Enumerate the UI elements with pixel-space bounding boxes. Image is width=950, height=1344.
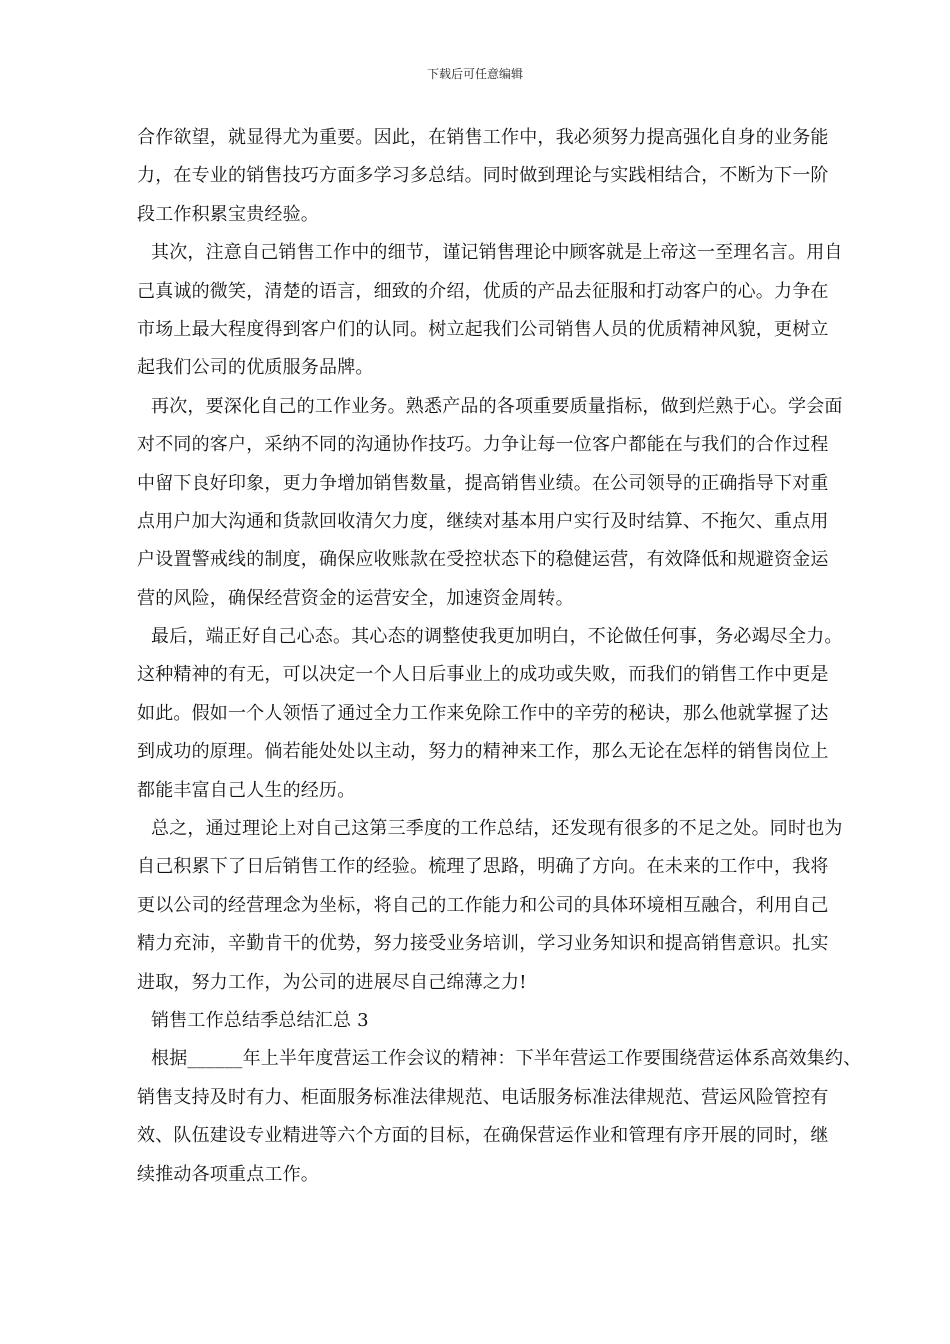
text-line: 市场上最大程度得到客户们的认同。树立起我们公司销售人员的优质精神风貌，更树立 [137, 318, 829, 340]
text-line: 合作欲望，就显得尤为重要。因此，在销售工作中，我必须努力提高强化自身的业务能 [137, 127, 829, 148]
text-line: 其次，注意自己销售工作中的细节，谨记销售理论中顾客就是上帝这一至理名言。用自 [151, 242, 843, 264]
text-line: 起我们公司的优质服务品牌。 [137, 357, 374, 379]
text-line: 销售工作总结季总结汇总 3 [151, 1009, 369, 1031]
document-body [137, 119, 887, 1194]
text-line: 销售支持及时有力、柜面服务标准法律规范、电话服务标准法律规范、营运风险管控有 [137, 1086, 829, 1108]
text-line: 户设置警戒线的制度，确保应收账款在受控状态下的稳健运营，有效降低和规避资金运 [137, 549, 829, 571]
text-line: 续推动各项重点工作。 [137, 1163, 319, 1185]
text-line: 进取，努力工作，为公司的进展尽自己绵薄之力! [137, 971, 527, 993]
text-line: 再次，要深化自己的工作业务。熟悉产品的各项重要质量指标，做到烂熟于心。学会面 [151, 395, 843, 417]
text-line: 效、队伍建设专业精进等六个方面的目标，在确保营运作业和管理有序开展的同时，继 [137, 1125, 829, 1147]
text-line: 力，在专业的销售技巧方面多学习多总结。同时做到理论与实践相结合，不断为下一阶 [137, 165, 829, 187]
text-line: 总之，通过理论上对自己这第三季度的工作总结，还发现有很多的不足之处。同时也为 [151, 818, 843, 840]
text-line: 对不同的客户，采纳不同的沟通协作技巧。力争让每一位客户都能在与我们的合作过程 [137, 434, 829, 456]
text-line: 己真诚的微笑，清楚的语言，细致的介绍，优质的产品去征服和打动客户的心。力争在 [137, 280, 829, 302]
text-line: 这种精神的有无，可以决定一个人日后事业上的成功或失败，而我们的销售工作中更是 [137, 664, 829, 686]
page-header: 下载后可任意编辑 [426, 67, 523, 81]
text-line: 到成功的原理。倘若能处处以主动，努力的精神来工作，那么无论在怎样的销售岗位上 [137, 741, 829, 763]
text-line: 根据______年上半年度营运工作会议的精神：下半年营运工作要围绕营运体系高效集约、 [151, 1048, 862, 1070]
text-line: 段工作积累宝贵经验。 [137, 203, 319, 225]
text-line: 更以公司的经营理念为坐标，将自己的工作能力和公司的具体环境相互融合，利用自己 [137, 894, 829, 916]
text-line: 点用户加大沟通和货款回收清欠力度，继续对基本用户实行及时结算、不拖欠、重点用 [137, 510, 829, 532]
text-line: 都能丰富自己人生的经历。 [137, 779, 356, 801]
text-line: 最后，端正好自己心态。其心态的调整使我更加明白，不论做任何事，务必竭尽全力。 [151, 626, 843, 648]
text-line: 精力充沛，辛勤肯干的优势，努力接受业务培训，学习业务知识和提高销售意识。扎实 [137, 933, 829, 955]
text-line: 中留下良好印象，更力争增加销售数量，提高销售业绩。在公司领导的正确指导下对重 [137, 472, 829, 494]
text-line: 如此。假如一个人领悟了通过全力工作来免除工作中的辛劳的秘诀，那么他就掌握了达 [137, 702, 829, 724]
text-line: 自己积累下了日后销售工作的经验。梳理了思路，明确了方向。在未来的工作中，我将 [137, 856, 829, 878]
text-line: 营的风险，确保经营资金的运营安全，加速资金周转。 [137, 587, 574, 609]
